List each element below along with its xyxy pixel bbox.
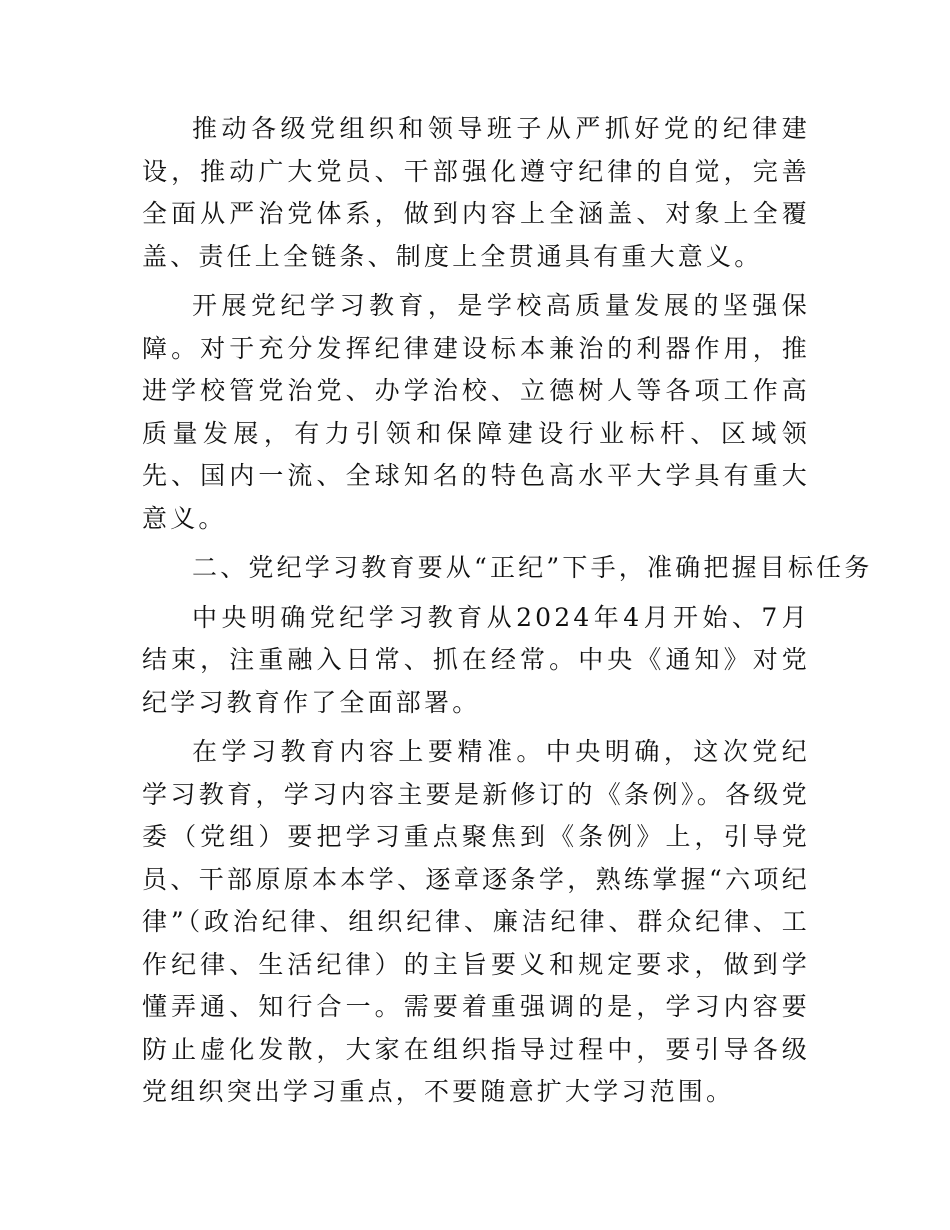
document-body: [142, 108, 873, 1121]
section-heading: 二、党纪学习教育要从“正纪”下手，准确把握目标任务: [192, 553, 873, 582]
paragraph-discipline-construction: 推动各级党组织和领导班子从严抓好党的纪律建设，推动广大党员、干部强化遵守纪律的自觉，完善全面从严治党体系，做到内容上全涵盖、对象上全覆盖、责任上全链条、制度上全贯通具有重大意义。: [142, 114, 810, 271]
paragraph-schedule: 中央明确党纪学习教育从2024年4月开始、7月结束，注重融入日常、抓在经常。中央《通知》对党纪学习教育作了全面部署。: [142, 602, 810, 717]
paragraph-study-content: 在学习教育内容上要精准。中央明确，这次党纪学习教育，学习内容主要是新修订的《条例》。各级党委（党组）要把学习重点聚焦到《条例》上，引导党员、干部原原本本学、逐章逐条学，熟练掌握“六项纪律”（政治纪律、组织纪律、廉洁纪律、群众纪律、工作纪律、生活纪律）的主旨要义和规定要求，做到学懂弄通、知行合一。需要着重强调的是，学习内容要防止虚化发散，大家在组织指导过程中，要引导各级党组织突出学习重点，不要随意扩大学习范围。: [142, 737, 810, 1106]
paragraph-school-development: 开展党纪学习教育，是学校高质量发展的坚强保障。对于充分发挥纪律建设标本兼治的利器作用，推进学校管党治党、办学治校、立德树人等各项工作高质量发展，有力引领和保障建设行业标杆、区域领先、国内一流、全球知名的特色高水平大学具有重大意义。: [142, 291, 810, 533]
